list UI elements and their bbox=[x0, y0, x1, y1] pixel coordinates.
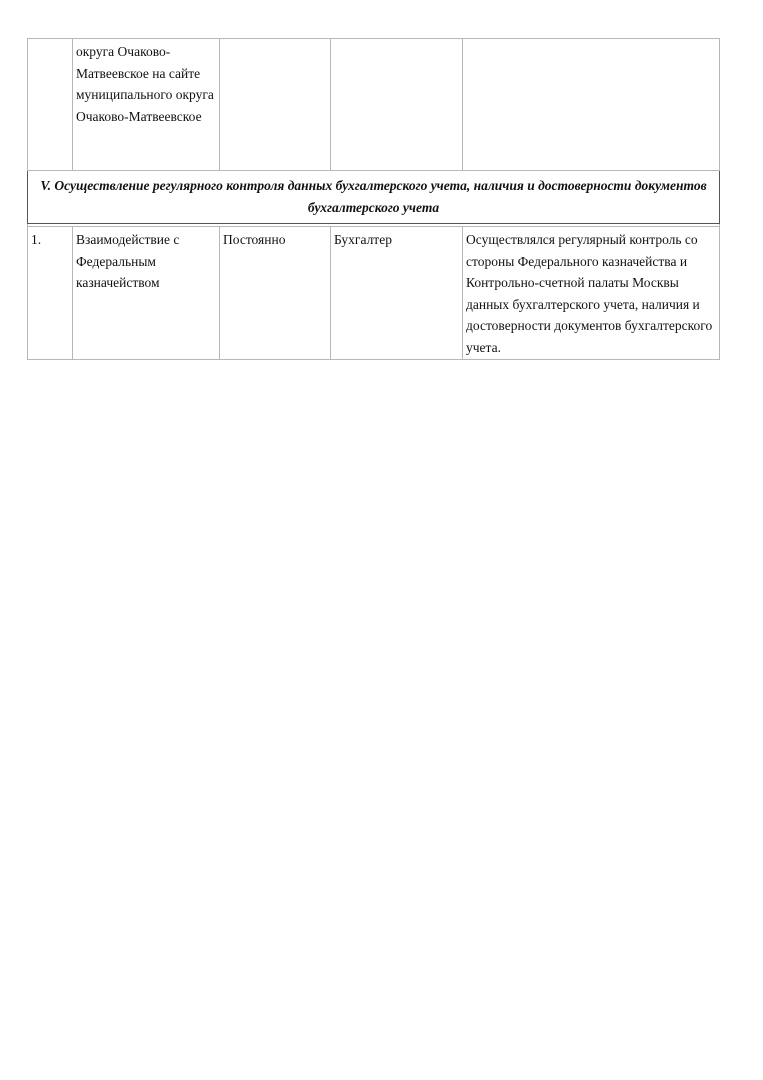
cell-deadline bbox=[220, 39, 331, 171]
cell-responsible: Бухгалтер bbox=[331, 227, 463, 360]
table-row bbox=[28, 227, 720, 360]
cell-result: Осуществлялся регулярный контроль со стороны Федерального казначейства и Контрольно-счетной палаты Москвы данных бухгалтерского учета, наличия и достоверности документов бухгалтерского учета. bbox=[463, 227, 720, 360]
cell-event: Взаимодействие с Федеральным казначейством bbox=[73, 227, 220, 360]
cell-responsible bbox=[331, 39, 463, 171]
cell-number bbox=[28, 39, 73, 171]
cell-number: 1. bbox=[28, 227, 73, 360]
cell-event: округа Очаково-Матвеевское на сайте муниципального округа Очаково-Матвеевское bbox=[73, 39, 220, 171]
continuation-row bbox=[28, 39, 720, 171]
cell-deadline: Постоянно bbox=[220, 227, 331, 360]
report-table bbox=[27, 38, 720, 360]
section-header-row bbox=[28, 171, 720, 224]
section-header: V. Осуществление регулярного контроля данных бухгалтерского учета, наличия и достоверности документов бухгалтерского учета bbox=[28, 171, 720, 224]
cell-result bbox=[463, 39, 720, 171]
